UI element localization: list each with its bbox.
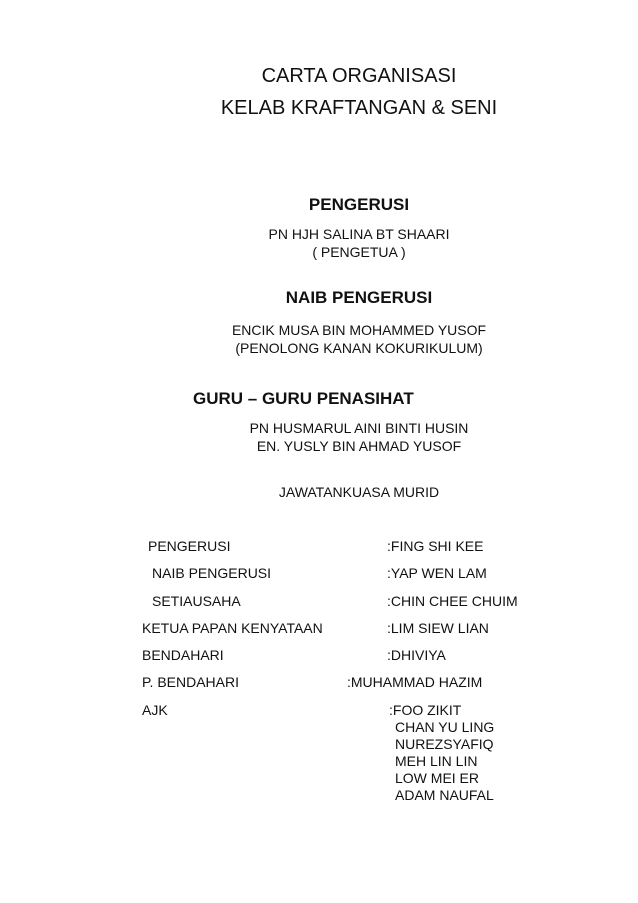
naib-pengerusi-heading: NAIB PENGERUSI (285, 288, 433, 307)
ajk-member-name: :FOO ZIKIT (389, 702, 462, 718)
committee-member-name: :FING SHI KEE (387, 538, 484, 554)
committee-position: KETUA PAPAN KENYATAAN (142, 620, 323, 636)
naib-pengerusi-name: ENCIK MUSA BIN MOHAMMED YUSOF (231, 322, 487, 338)
document-title-line-1: CARTA ORGANISASI (261, 65, 457, 87)
committee-position: NAIB PENGERUSI (152, 565, 272, 581)
committee-position: BENDAHARI (142, 647, 224, 663)
pengerusi-name: PN HJH SALINA BT SHAARI (268, 226, 450, 242)
committee-position: PENGERUSI (148, 538, 231, 554)
committee-member-name: :MUHAMMAD HAZIM (347, 674, 483, 690)
committee-member-name: :DHIVIYA (387, 647, 446, 663)
committee-member-name: :LIM SIEW LIAN (387, 620, 489, 636)
naib-pengerusi-role: (PENOLONG KANAN KOKURIKULUM) (235, 340, 483, 356)
document-title-line-2: KELAB KRAFTANGAN & SENI (220, 97, 498, 119)
committee-position: P. BENDAHARI (142, 674, 239, 690)
committee-member-name: :CHIN CHEE CHUIM (387, 593, 518, 609)
guru-penasihat-heading: GURU – GURU PENASIHAT (193, 389, 414, 408)
ajk-member-name: MEH LIN LIN (395, 753, 478, 769)
committee-member-name: :YAP WEN LAM (387, 565, 487, 581)
committee-position: SETIAUSAHA (152, 593, 241, 609)
ajk-member-name: NUREZSYAFIQ (395, 736, 494, 752)
guru-penasihat-name: EN. YUSLY BIN AHMAD YUSOF (256, 438, 462, 454)
ajk-member-name: LOW MEI ER (395, 770, 480, 786)
ajk-member-name: CHAN YU LING (395, 719, 495, 735)
jawatankuasa-heading: JAWATANKUASA MURID (278, 484, 440, 500)
committee-position-ajk: AJK (142, 702, 168, 718)
pengerusi-role: ( PENGETUA ) (312, 244, 406, 260)
guru-penasihat-name: PN HUSMARUL AINI BINTI HUSIN (249, 420, 469, 436)
pengerusi-heading: PENGERUSI (308, 195, 410, 214)
ajk-member-name: ADAM NAUFAL (395, 787, 494, 803)
